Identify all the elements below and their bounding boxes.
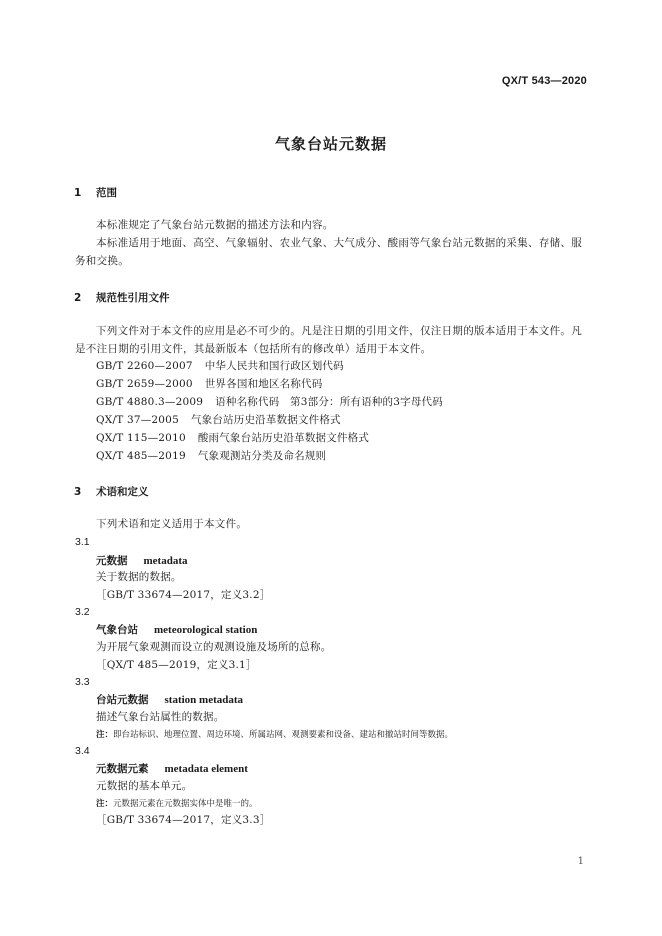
- scope-paragraph-2: 本标准适用于地面、高空、气象辐射、农业气象、大气成分、酸雨等气象台站元数据的采集、存储、服务和交换。: [75, 237, 582, 267]
- term-name: [96, 622, 257, 637]
- reference-item: [96, 411, 341, 429]
- term-number: 3.2: [75, 606, 90, 618]
- reference-id: GB/T 4880.3—2009: [96, 396, 204, 408]
- term-number: 3.4: [75, 745, 90, 757]
- term-zh: 气象台站: [96, 624, 138, 636]
- reference-id: GB/T 2260—2007: [96, 360, 193, 372]
- term-definition: 为开展气象观测而设立的观测设施及场所的总称。: [96, 641, 332, 653]
- term-name: [96, 761, 248, 776]
- term-definition: 关于数据的数据。: [96, 571, 182, 583]
- scope-paragraph-1: 本标准规定了气象台站元数据的描述方法和内容。: [96, 219, 334, 231]
- section-title: 范围: [96, 187, 117, 199]
- reference-title: 中华人民共和国行政区划代码: [204, 360, 344, 372]
- term-en: metadata element: [164, 763, 248, 775]
- section-1-heading: [74, 185, 117, 200]
- term-note: [96, 728, 453, 740]
- term-name: [96, 692, 243, 707]
- term-number: 3.3: [75, 676, 90, 688]
- term-name: [96, 553, 188, 568]
- reference-item: [96, 393, 443, 411]
- page-number: 1: [577, 856, 584, 867]
- reference-item: [96, 375, 322, 393]
- document-title: 气象台站元数据: [274, 135, 387, 153]
- section-title: 规范性引用文件: [96, 292, 170, 304]
- reference-id: QX/T 115—2010: [96, 432, 186, 444]
- reference-item: [96, 429, 369, 447]
- reference-item: [96, 357, 344, 375]
- term-source: ［GB/T 33674—2017，定义3.3］: [96, 814, 271, 826]
- section-title: 术语和定义: [96, 486, 149, 498]
- reference-item: [96, 447, 326, 465]
- note-text: 即台站标识、地理位置、周边环境、所属站网、观测要素和设备、建站和撤站时间等数据。: [113, 730, 454, 740]
- terms-intro: 下列术语和定义适用于本文件。: [96, 518, 248, 530]
- reference-title: 酸雨气象台站历史沿革数据文件格式: [197, 432, 370, 444]
- reference-title: 气象观测站分类及命名规则: [197, 450, 327, 462]
- term-number: 3.1: [75, 536, 90, 548]
- term-source: ［GB/T 33674—2017，定义3.2］: [96, 589, 271, 601]
- reference-id: GB/T 2659—2000: [96, 378, 193, 390]
- term-definition: 描述气象台站属性的数据。: [96, 711, 225, 723]
- term-source: ［QX/T 485—2019，定义3.1］: [96, 659, 257, 671]
- section-3-heading: [74, 484, 149, 499]
- note-text: 元数据元素在元数据实体中是唯一的。: [113, 799, 258, 809]
- term-zh: 台站元数据: [96, 694, 149, 706]
- section-number: 2: [74, 292, 82, 304]
- term-en: station metadata: [164, 694, 244, 706]
- note-label: 注：: [96, 799, 114, 809]
- document-code: QX/T 543—2020: [501, 75, 587, 87]
- section-2-heading: [74, 290, 170, 305]
- term-zh: 元数据: [96, 555, 128, 567]
- term-zh: 元数据元素: [96, 763, 149, 775]
- reference-title: 气象台站历史沿革数据文件格式: [190, 414, 341, 426]
- reference-id: QX/T 485—2019: [96, 450, 186, 462]
- section-number: 1: [74, 187, 82, 199]
- reference-title: 世界各国和地区名称代码: [204, 378, 323, 390]
- term-definition: 元数据的基本单元。: [96, 780, 193, 792]
- section-number: 3: [74, 486, 82, 498]
- reference-title: 语种名称代码 第3部分：所有语种的3字母代码: [215, 396, 443, 408]
- reference-id: QX/T 37—2005: [96, 414, 179, 426]
- normative-intro: 下列文件对于本文件的应用是必不可少的。凡是注日期的引用文件，仅注日期的版本适用于本文件。凡是不注日期的引用文件，其最新版本（包括所有的修改单）适用于本文件。: [75, 325, 582, 355]
- term-en: metadata: [143, 555, 188, 567]
- note-label: 注：: [96, 730, 114, 740]
- term-note: [96, 797, 258, 809]
- term-en: meteorological station: [154, 624, 258, 636]
